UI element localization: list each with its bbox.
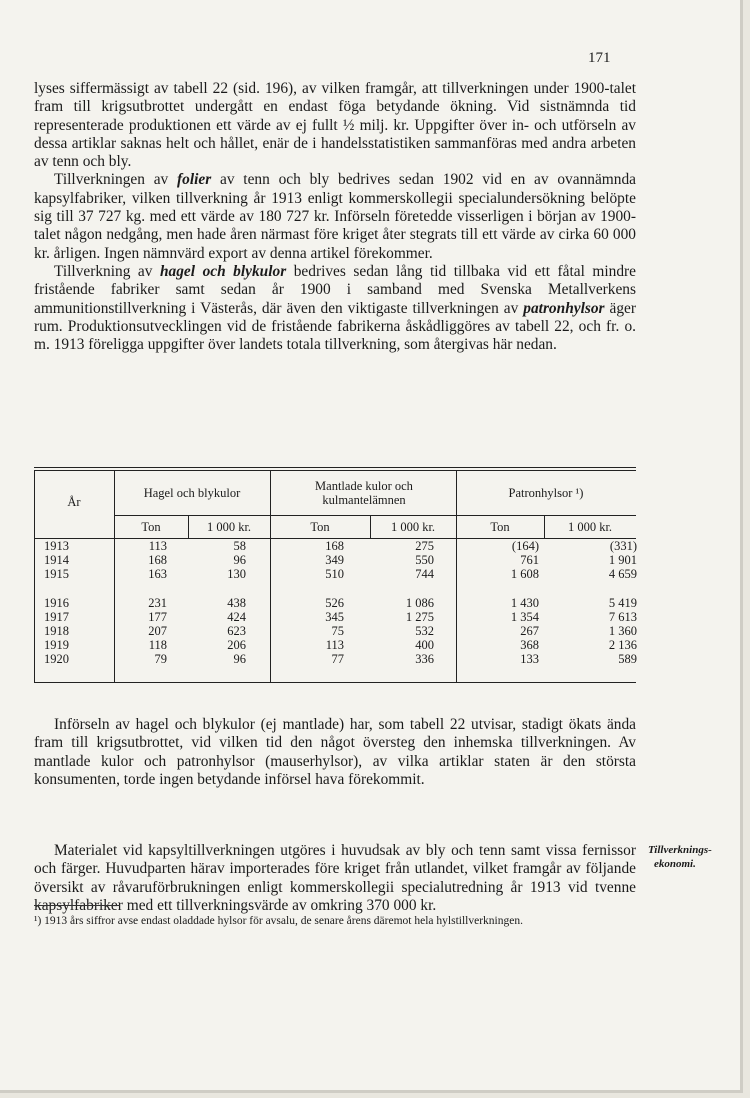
header-mantlade: Mantlade kulor och kulmantelämnen: [315, 479, 413, 507]
table-row: [34, 652, 636, 666]
header-year: År: [67, 495, 81, 509]
subheader-ton: Ton: [490, 520, 510, 534]
table-cell: (164): [511, 539, 539, 553]
table-cell: 1 608: [510, 567, 539, 581]
table-cell: 1 901: [608, 553, 637, 567]
table-cell: 1 430: [510, 596, 539, 610]
text-run: Tillverkning av: [54, 262, 160, 280]
table-cell: 206: [227, 638, 246, 652]
table-cell: (331): [609, 539, 637, 553]
cell-year: 1913: [44, 539, 69, 553]
table-cell: 96: [233, 652, 246, 666]
text-run: Tillverkningen av: [54, 171, 178, 189]
subheader-ton: Ton: [310, 520, 330, 534]
table-cell: 761: [520, 553, 539, 567]
subheader-ton: Ton: [141, 520, 161, 534]
cell-year: 1918: [44, 624, 69, 638]
table-row: [34, 638, 636, 652]
table-cell: 623: [227, 624, 246, 638]
table-cell: 532: [415, 624, 434, 638]
table-cell: 744: [415, 567, 434, 581]
text-run: bedrives sedan lång tid tillbaka vid ett fåtal mindre fristående fabriker samt sedan år 1900 i samband med Svenska Metallverkens ammunitionstillverkning i Västerås, där även den viktigaste tillverkningen av: [34, 262, 636, 317]
table-cell: 77: [331, 652, 344, 666]
text-run: av tenn och bly bedrives sedan 1902 vid en av ovannämnda kapsylfabriker, vilken tillverkning år 1913 enligt kommerskollegii specialundersökning belöpte sig till 37 727 kg. med ett värde av 180 727 kr. Införseln företedde visserligen i början av 1900-talet någon nedgång, men hade åren närmast före kriget åter stegrats till ett värde av cirka 60 000 kr. årligen. Ingen nämnvärd export av denna artikel förekommer.: [34, 171, 636, 262]
table-cell: 163: [148, 567, 167, 581]
table-cell: 168: [325, 539, 344, 553]
table-cell: 5 419: [608, 596, 637, 610]
table-rule-bottom: [34, 682, 636, 683]
table-cell: 336: [415, 652, 434, 666]
table-cell: 275: [415, 539, 434, 553]
paragraph-continuation: lyses siffermässigt av tabell 22 (sid. 196), av vilken framgår, att tillverkningen under 1900-talet fram till krigsutbrottet undergått en endast föga betydande ökning. Vid sistnämnda tid representerade produktionen ett värde av ej fullt ½ milj. kr. Uppgifter över in- och utförseln av dessa artiklar saknas helt och hållet, enär de i handelsstatistiken sammanföras med andra arbeten av tenn och bly.: [34, 80, 636, 171]
paragraph-hagel: [34, 263, 636, 354]
emphasis-hagel: hagel och blykulor: [159, 262, 287, 280]
table-cell: 113: [148, 539, 167, 553]
table-cell: 400: [415, 638, 434, 652]
table-cell: 133: [520, 652, 539, 666]
table-cell: 368: [520, 638, 539, 652]
table-cell: 1 360: [608, 624, 637, 638]
table-cell: 1 354: [510, 610, 539, 624]
cell-year: 1915: [44, 567, 69, 581]
table-cell: 550: [415, 553, 434, 567]
page-number: 171: [588, 50, 611, 66]
cell-year: 1919: [44, 638, 69, 652]
table-cell: 113: [325, 638, 344, 652]
table-cell: 589: [618, 652, 637, 666]
table-cell: 526: [325, 596, 344, 610]
table-cell: 1 086: [405, 596, 434, 610]
table-cell: 130: [227, 567, 246, 581]
table-cell: 79: [154, 652, 167, 666]
subheader-kr: 1 000 kr.: [206, 520, 252, 534]
table-cell: 177: [148, 610, 167, 624]
table-row: [34, 567, 636, 581]
margin-note: [648, 843, 712, 871]
text-block-top: [34, 80, 636, 354]
text-block-bottom: [34, 842, 636, 915]
table-row: [34, 553, 636, 567]
header-hagel: Hagel och blykulor: [143, 486, 241, 500]
paragraph-inforseln: Införseln av hagel och blykulor (ej mantlade) har, som tabell 22 utvisar, stadigt ökats ända fram till krigsutbrottet, vid vilken tid den något översteg den inhemska tillverkningen. Av mantlade kulor och patronhylsor (mauserhylsor), av vilka artiklar staten är den största konsumenten, torde ingen betydande införsel hava förekommit.: [34, 716, 636, 788]
table-row: [34, 539, 636, 553]
subheader-kr: 1 000 kr.: [390, 520, 436, 534]
table-rule-sub: [114, 515, 636, 516]
cell-year: 1920: [44, 652, 69, 666]
footnote-rule: [34, 905, 120, 906]
margin-note-line: ekonomi.: [654, 858, 696, 870]
table-cell: 4 659: [608, 567, 637, 581]
paragraph-folier: [34, 171, 636, 262]
subheader-kr: 1 000 kr.: [567, 520, 613, 534]
footnote: ¹) 1913 års siffror avse endast oladdade hylsor för avsalu, de senare årens däremot hela hylstillverkningen.: [34, 915, 523, 927]
emphasis-patronhylsor: patronhylsor: [523, 299, 605, 317]
table-cell: 231: [148, 596, 167, 610]
table-cell: 75: [331, 624, 344, 638]
table-row: [34, 610, 636, 624]
paragraph-materialet: Materialet vid kapsyltillverkningen utgöres i huvudsak av bly och tenn samt vissa fernissor och färger. Huvudparten härav importerades före kriget från utlandet, vilket framgår av följande översikt av råvaruförbrukningen enligt kommerskollegii specialutredning år 1913 vid tvenne kapsylfabriker med ett tillverkningsvärde av omkring 370 000 kr.: [34, 842, 636, 914]
header-patronhylsor: Patronhylsor ¹): [508, 486, 584, 500]
table-cell: 1 275: [405, 610, 434, 624]
table-rule-top: [34, 467, 636, 468]
table-cell: 7 613: [608, 610, 637, 624]
table-cell: 207: [148, 624, 167, 638]
cell-year: 1916: [44, 596, 69, 610]
emphasis-folier: folier: [177, 171, 212, 189]
table-cell: 96: [233, 553, 246, 567]
table-cell: 168: [148, 553, 167, 567]
table-cell: 438: [227, 596, 246, 610]
table-rule-top-2: [34, 470, 636, 471]
table-cell: 267: [520, 624, 539, 638]
table-cell: 118: [148, 638, 167, 652]
table-row: [34, 596, 636, 610]
table-cell: 510: [325, 567, 344, 581]
margin-note-line: Tillverknings-: [648, 844, 712, 856]
table-cell: 345: [325, 610, 344, 624]
table-cell: 58: [233, 539, 246, 553]
table-cell: 349: [325, 553, 344, 567]
table-row: [34, 624, 636, 638]
table-cell: 424: [227, 610, 246, 624]
cell-year: 1914: [44, 553, 69, 567]
text-run: äger rum. Produktionsutvecklingen vid de fristående fabrikerna åskådliggöres av tabell 22, och fr. o. m. 1913 föreligga uppgifter över landets totala tillverkning, som återgivas här nedan.: [34, 299, 636, 354]
cell-year: 1917: [44, 610, 69, 624]
table-cell: 2 136: [608, 638, 637, 652]
text-block-middle: [34, 716, 636, 789]
